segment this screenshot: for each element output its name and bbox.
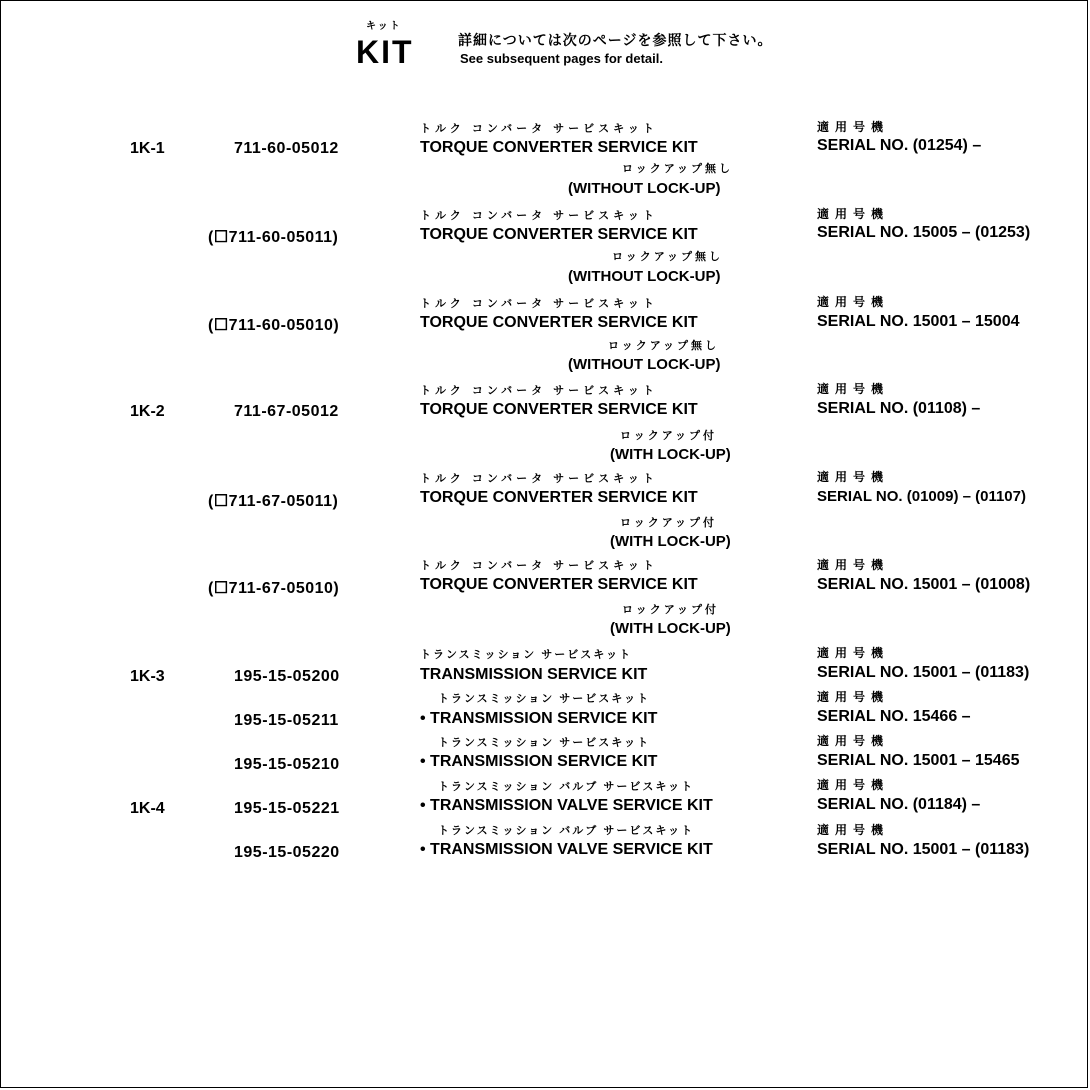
header-en-note: See subsequent pages for detail.: [460, 51, 663, 66]
part-number: 195-15-05211: [234, 712, 339, 729]
serial-ruby: 適用号機: [817, 778, 890, 792]
name-ruby: トランスミッション サービスキット: [438, 737, 651, 749]
lockup-note: (WITH LOCK-UP): [610, 446, 731, 463]
serial-ruby: 適用号機: [817, 470, 890, 484]
part-number: 711-60-05012: [234, 140, 339, 157]
kit-name: • TRANSMISSION VALVE SERVICE KIT: [420, 797, 713, 814]
lockup-note: (WITH LOCK-UP): [610, 620, 731, 637]
serial-number: SERIAL NO. 15466 –: [817, 708, 971, 725]
serial-ruby: 適用号機: [817, 295, 890, 309]
lockup-note: (WITH LOCK-UP): [610, 533, 731, 550]
serial-ruby: 適用号機: [817, 558, 890, 572]
serial-ruby: 適用号機: [817, 382, 890, 396]
name-ruby: トランスミッション サービスキット: [438, 693, 651, 705]
kit-name: TORQUE CONVERTER SERVICE KIT: [420, 401, 698, 418]
name-ruby: トランスミッション バルブ サービスキット: [438, 781, 695, 793]
serial-number: SERIAL NO. 15001 – (01183): [817, 664, 1030, 681]
lockup-note: (WITHOUT LOCK-UP): [568, 268, 721, 285]
name-ruby: トルク コンバータ サービスキット: [420, 385, 658, 397]
part-number: 195-15-05200: [234, 668, 340, 685]
serial-number: SERIAL NO. 15001 – 15465: [817, 752, 1020, 769]
part-number: 195-15-05221: [234, 800, 340, 817]
serial-number: SERIAL NO. 15001 – (01183): [817, 841, 1030, 858]
note-ruby: ロックアップ無し: [622, 163, 734, 175]
serial-number: SERIAL NO. (01184) –: [817, 796, 981, 813]
part-number: (☐711-60-05011): [208, 229, 339, 246]
header-jp-note: 詳細については次のページを参照して下さい。: [458, 32, 773, 48]
kit-code: 1K-4: [130, 800, 165, 817]
note-ruby: ロックアップ無し: [608, 340, 720, 352]
page-title: KIT: [356, 34, 414, 70]
kit-code: 1K-1: [130, 140, 165, 157]
kit-name: TORQUE CONVERTER SERVICE KIT: [420, 226, 698, 243]
part-number: (☐711-67-05010): [208, 580, 340, 597]
kit-name: TORQUE CONVERTER SERVICE KIT: [420, 139, 698, 156]
note-ruby: ロックアップ付: [620, 430, 718, 442]
name-ruby: トルク コンバータ サービスキット: [420, 560, 658, 572]
serial-number: SERIAL NO. (01108) –: [817, 400, 981, 417]
kit-code: 1K-2: [130, 403, 165, 420]
kit-name: TRANSMISSION SERVICE KIT: [420, 666, 648, 683]
name-ruby: トルク コンバータ サービスキット: [420, 473, 658, 485]
part-number: 195-15-05220: [234, 844, 340, 861]
serial-number: SERIAL NO. 15001 – (01008): [817, 576, 1031, 593]
part-number: 195-15-05210: [234, 756, 340, 773]
serial-number: SERIAL NO. 15005 – (01253): [817, 224, 1031, 241]
kit-name: • TRANSMISSION SERVICE KIT: [420, 710, 658, 727]
kit-name: TORQUE CONVERTER SERVICE KIT: [420, 576, 698, 593]
kit-code: 1K-3: [130, 668, 165, 685]
serial-ruby: 適用号機: [817, 207, 890, 221]
note-ruby: ロックアップ付: [620, 517, 718, 529]
note-ruby: ロックアップ無し: [612, 251, 724, 263]
name-ruby: トルク コンバータ サービスキット: [420, 210, 658, 222]
serial-number: SERIAL NO. 15001 – 15004: [817, 313, 1020, 330]
lockup-note: (WITHOUT LOCK-UP): [568, 180, 721, 197]
title-ruby: キット: [366, 21, 402, 32]
part-number: 711-67-05012: [234, 403, 339, 420]
kit-name: • TRANSMISSION VALVE SERVICE KIT: [420, 841, 713, 858]
name-ruby: トルク コンバータ サービスキット: [420, 123, 658, 135]
kit-name: TORQUE CONVERTER SERVICE KIT: [420, 314, 698, 331]
serial-ruby: 適用号機: [817, 120, 890, 134]
kit-name: TORQUE CONVERTER SERVICE KIT: [420, 489, 698, 506]
serial-number: SERIAL NO. (01254) –: [817, 137, 982, 154]
name-ruby: トランスミッション サービスキット: [420, 649, 633, 661]
note-ruby: ロックアップ付: [622, 604, 720, 616]
name-ruby: トルク コンバータ サービスキット: [420, 298, 658, 310]
name-ruby: トランスミッション バルブ サービスキット: [438, 825, 695, 837]
serial-ruby: 適用号機: [817, 646, 890, 660]
serial-ruby: 適用号機: [817, 734, 890, 748]
part-number: (☐711-67-05011): [208, 493, 339, 510]
lockup-note: (WITHOUT LOCK-UP): [568, 356, 721, 373]
serial-ruby: 適用号機: [817, 690, 890, 704]
kit-name: • TRANSMISSION SERVICE KIT: [420, 753, 658, 770]
part-number: (☐711-60-05010): [208, 317, 340, 334]
serial-number: SERIAL NO. (01009) – (01107): [817, 488, 1026, 505]
serial-ruby: 適用号機: [817, 823, 890, 837]
